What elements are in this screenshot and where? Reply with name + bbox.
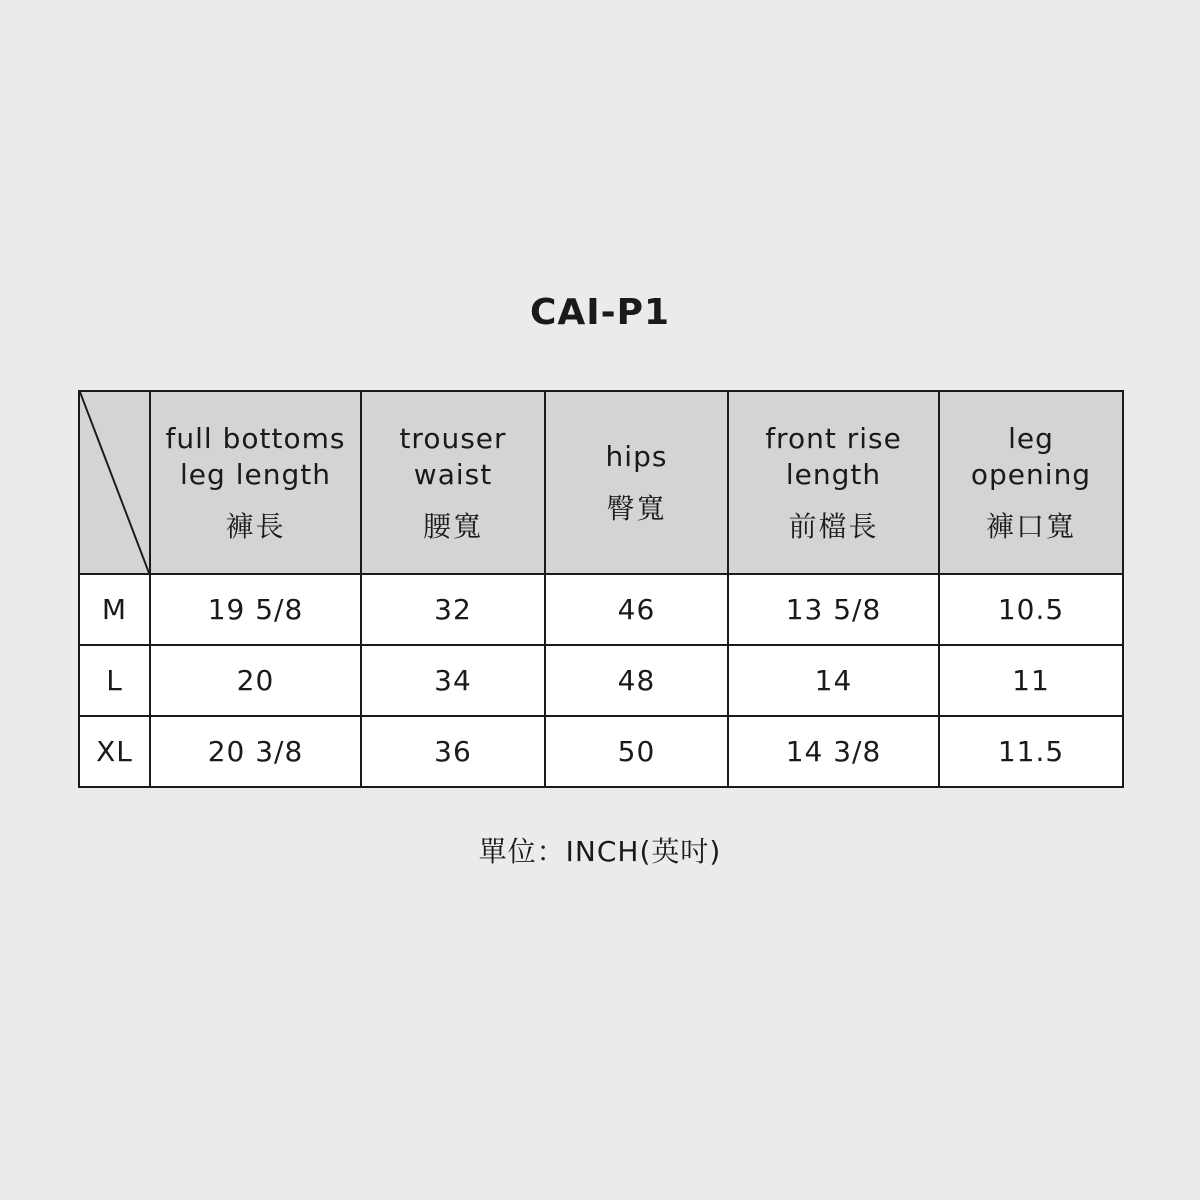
header-cell-front-rise xyxy=(728,391,939,574)
header-en-line2: opening xyxy=(970,457,1092,491)
header-cell-hips xyxy=(545,391,728,574)
header-zh: 前檔長 xyxy=(788,509,879,543)
table-cell: 36 xyxy=(361,716,545,787)
table-row-l xyxy=(79,645,1123,716)
header-en-line1: leg xyxy=(1008,421,1054,455)
size-label: M xyxy=(79,574,150,645)
header-zh: 褲長 xyxy=(225,509,286,543)
table-cell: 50 xyxy=(545,716,728,787)
header-cell-waist xyxy=(361,391,545,574)
header-en-line1: full bottoms xyxy=(165,421,346,455)
table-cell: 19 5/8 xyxy=(150,574,361,645)
table-cell: 14 3/8 xyxy=(728,716,939,787)
table-row-m xyxy=(79,574,1123,645)
table-cell: 32 xyxy=(361,574,545,645)
diagonal-divider xyxy=(80,392,149,573)
header-zh: 臀寬 xyxy=(606,491,667,525)
header-en-line2: length xyxy=(785,457,882,491)
header-en-line1: hips xyxy=(605,439,668,473)
table-cell: 14 xyxy=(728,645,939,716)
size-label: XL xyxy=(79,716,150,787)
header-row xyxy=(79,391,1123,574)
table-cell: 34 xyxy=(361,645,545,716)
header-cell-leg-length xyxy=(150,391,361,574)
header-zh: 腰寬 xyxy=(422,509,483,543)
header-en-line1: front rise xyxy=(765,421,902,455)
table-row-xl xyxy=(79,716,1123,787)
header-zh: 褲口寬 xyxy=(985,509,1076,543)
table-cell: 11.5 xyxy=(939,716,1123,787)
header-cell-leg-opening xyxy=(939,391,1123,574)
corner-cell xyxy=(79,391,150,574)
size-label: L xyxy=(79,645,150,716)
table-cell: 48 xyxy=(545,645,728,716)
table-cell: 20 xyxy=(150,645,361,716)
size-chart-table xyxy=(78,390,1124,788)
table-cell: 10.5 xyxy=(939,574,1123,645)
table-cell: 46 xyxy=(545,574,728,645)
unit-note: 單位：INCH(英吋) xyxy=(478,835,722,868)
header-en-line2: waist xyxy=(413,457,493,491)
table-cell: 11 xyxy=(939,645,1123,716)
header-en-line2: leg length xyxy=(180,457,331,491)
table-cell: 20 3/8 xyxy=(150,716,361,787)
table-cell: 13 5/8 xyxy=(728,574,939,645)
header-en-line1: trouser xyxy=(399,421,507,455)
page-title: CAI-P1 xyxy=(529,292,671,333)
